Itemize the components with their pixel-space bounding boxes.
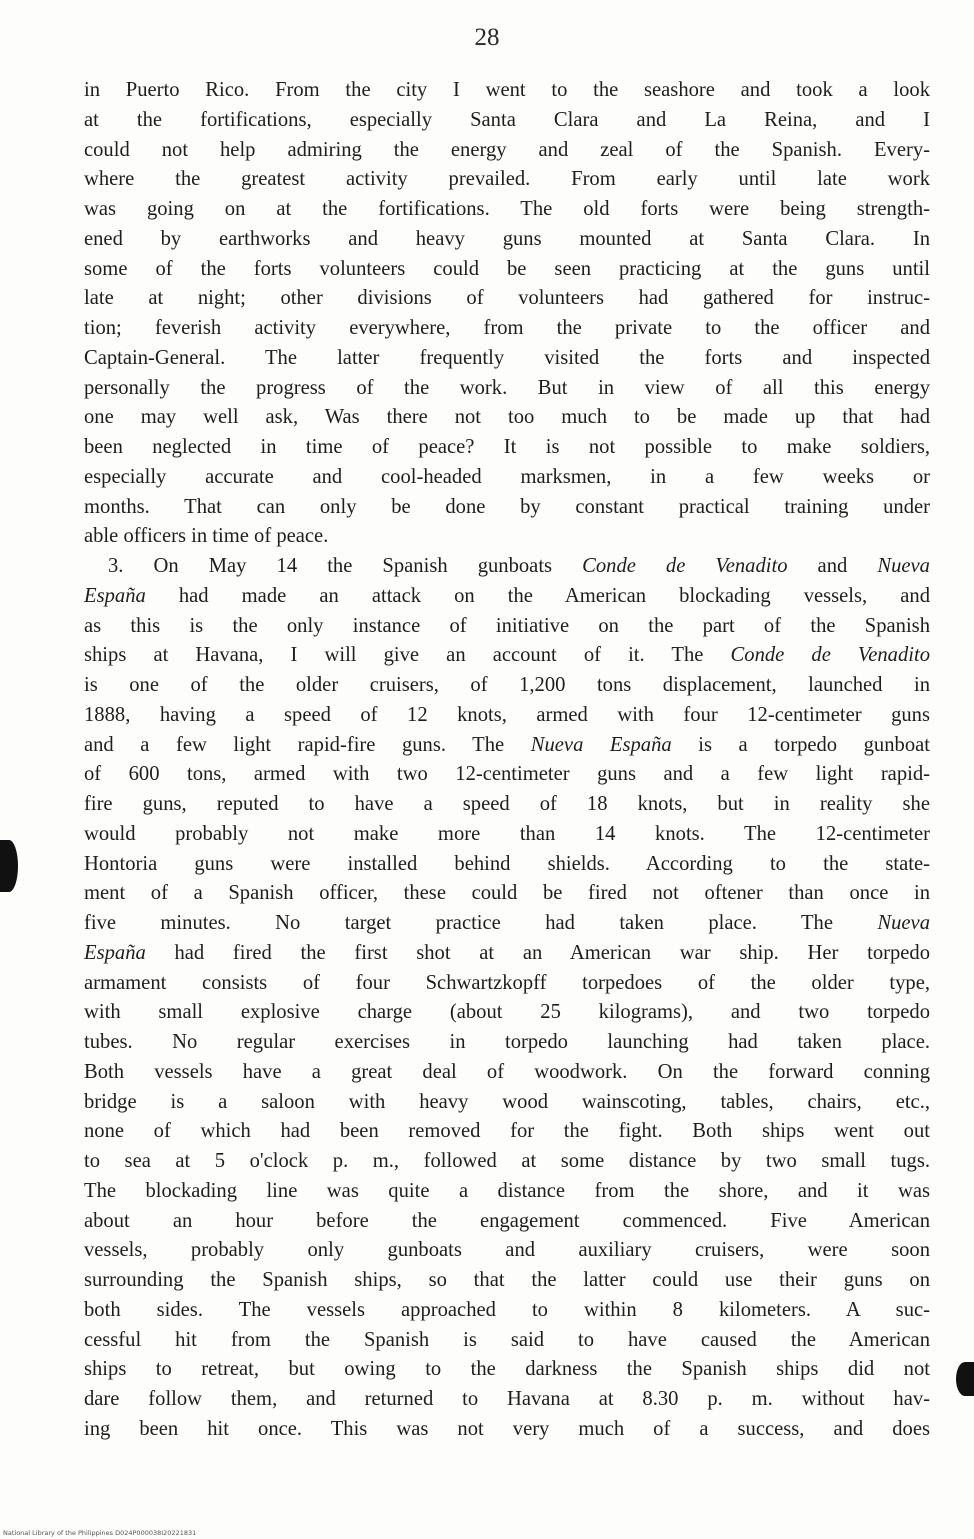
text-run: and — [787, 555, 878, 577]
text-line: surrounding the Spanish ships, so that the latter could use their guns on — [84, 1269, 930, 1291]
text-line: ships to retreat, but owing to the darkness the Spanish ships did not — [84, 1358, 930, 1381]
text-line: Both vessels have a great deal of woodwork. On the forward conning — [84, 1060, 930, 1083]
text-line: Hontoria guns were installed behind shields. According to the state- — [84, 852, 930, 875]
text-line: months. That can only be done by constant practical training under — [84, 495, 930, 518]
text-line: ened by earthworks and heavy guns mounted at Santa Clara. In — [84, 227, 930, 250]
ship-name: Nueva España — [530, 733, 672, 756]
text-line: fire guns, reputed to have a speed of 18 knots, but in reality she — [84, 793, 930, 815]
text-line — [84, 909, 930, 939]
text-run: is a torpedo gunboat — [671, 733, 930, 756]
text-line: is one of the older cruisers, of 1,200 tons displacement, launched in — [84, 674, 930, 696]
text-line: with small explosive charge (about 25 kilograms), and two torpedo — [84, 1001, 930, 1024]
text-line: vessels, probably only gunboats and auxiliary cruisers, were soon — [84, 1239, 930, 1262]
text-line: would probably not make more than 14 knots. The 12-centimeter — [84, 822, 930, 845]
text-line: The blockading line was quite a distance from the shore, and it was — [84, 1179, 930, 1202]
text-line: could not help admiring the energy and zeal of the Spanish. Every- — [84, 138, 930, 161]
text-line: been neglected in time of peace? It is not possible to make soldiers, — [84, 436, 930, 458]
text-line: in Puerto Rico. From the city I went to the seashore and took a look — [84, 79, 930, 101]
text-line: where the greatest activity prevailed. From early until late work — [84, 168, 930, 191]
ship-name: Conde de Venadito — [582, 555, 788, 577]
text-run: five minutes. No target practice had taken place. The — [84, 912, 878, 934]
text-line: ment of a Spanish officer, these could be fired not oftener than once in — [84, 882, 930, 905]
paragraph-1 — [84, 76, 930, 552]
text-line: armament consists of four Schwartzkopff torpedoes of the older type, — [84, 971, 930, 994]
text-line: ing been hit once. This was not very much of a success, and does — [84, 1417, 930, 1440]
text-line: tion; feverish activity everywhere, from the private to the officer and — [84, 317, 930, 339]
text-run: 3. On May 14 the Spanish gunboats — [108, 555, 583, 577]
text-line — [84, 552, 930, 582]
paragraph-2 — [84, 552, 930, 1445]
ship-name: España — [84, 584, 146, 607]
text-line: bridge is a saloon with heavy wood wainscoting, tables, chairs, etc., — [84, 1090, 930, 1113]
text-line — [84, 641, 930, 671]
text-line: both sides. The vessels approached to within 8 kilometers. A suc- — [84, 1298, 930, 1321]
text-line: personally the progress of the work. But in view of all this energy — [84, 376, 930, 399]
text-line: one may well ask, Was there not too much to be made up that had — [84, 406, 930, 429]
body-text — [84, 76, 930, 1445]
ship-name: Conde de Venadito — [730, 644, 930, 667]
page-number: 28 — [474, 24, 500, 51]
text-line: tubes. No regular exercises in torpedo launching had taken place. — [84, 1031, 930, 1053]
text-line: late at night; other divisions of volunteers had gathered for instruc- — [84, 287, 930, 310]
text-run: had made an attack on the American blockading vessels, and — [145, 584, 930, 607]
text-line: Captain-General. The latter frequently visited the forts and inspected — [84, 346, 930, 369]
text-run: and a few light rapid-fire guns. The — [84, 733, 531, 756]
ship-name: Nueva — [877, 912, 930, 934]
text-line: as this is the only instance of initiative on the part of the Spanish — [84, 614, 930, 637]
ship-name: Nueva — [877, 555, 930, 577]
text-line — [84, 731, 930, 761]
scan-footer-note: National Library of the Philippines D024P000038I20221831 — [3, 1529, 197, 1537]
scan-speck — [956, 1362, 974, 1396]
text-line: 1888, having a speed of 12 knots, armed with four 12-centimeter guns — [84, 703, 930, 726]
text-run: ships at Havana, I will give an account of it. The — [84, 644, 731, 667]
text-line: especially accurate and cool-headed marksmen, in a few weeks or — [84, 465, 930, 488]
text-line: to sea at 5 o'clock p. m., followed at some distance by two small tugs. — [84, 1150, 930, 1172]
text-line: dare follow them, and returned to Havana at 8.30 p. m. without hav- — [84, 1388, 930, 1410]
text-run: had fired the first shot at an American war ship. Her torpedo — [145, 941, 930, 964]
text-line: about an hour before the engagement commenced. Five American — [84, 1209, 930, 1232]
text-line: some of the forts volunteers could be seen practicing at the guns until — [84, 257, 930, 280]
text-line: cessful hit from the Spanish is said to have caused the American — [84, 1328, 930, 1351]
text-line: at the fortifications, especially Santa Clara and La Reina, and I — [84, 108, 930, 131]
text-line: able officers in time of peace. — [84, 525, 329, 548]
ship-name: España — [84, 941, 146, 964]
text-line: none of which had been removed for the fight. Both ships went out — [84, 1120, 930, 1143]
text-line: of 600 tons, armed with two 12-centimeter guns and a few light rapid- — [84, 763, 930, 786]
scan-speck — [0, 840, 18, 892]
text-line — [84, 939, 930, 969]
text-line — [84, 582, 930, 612]
text-line: was going on at the fortifications. The old forts were being strength- — [84, 198, 930, 220]
